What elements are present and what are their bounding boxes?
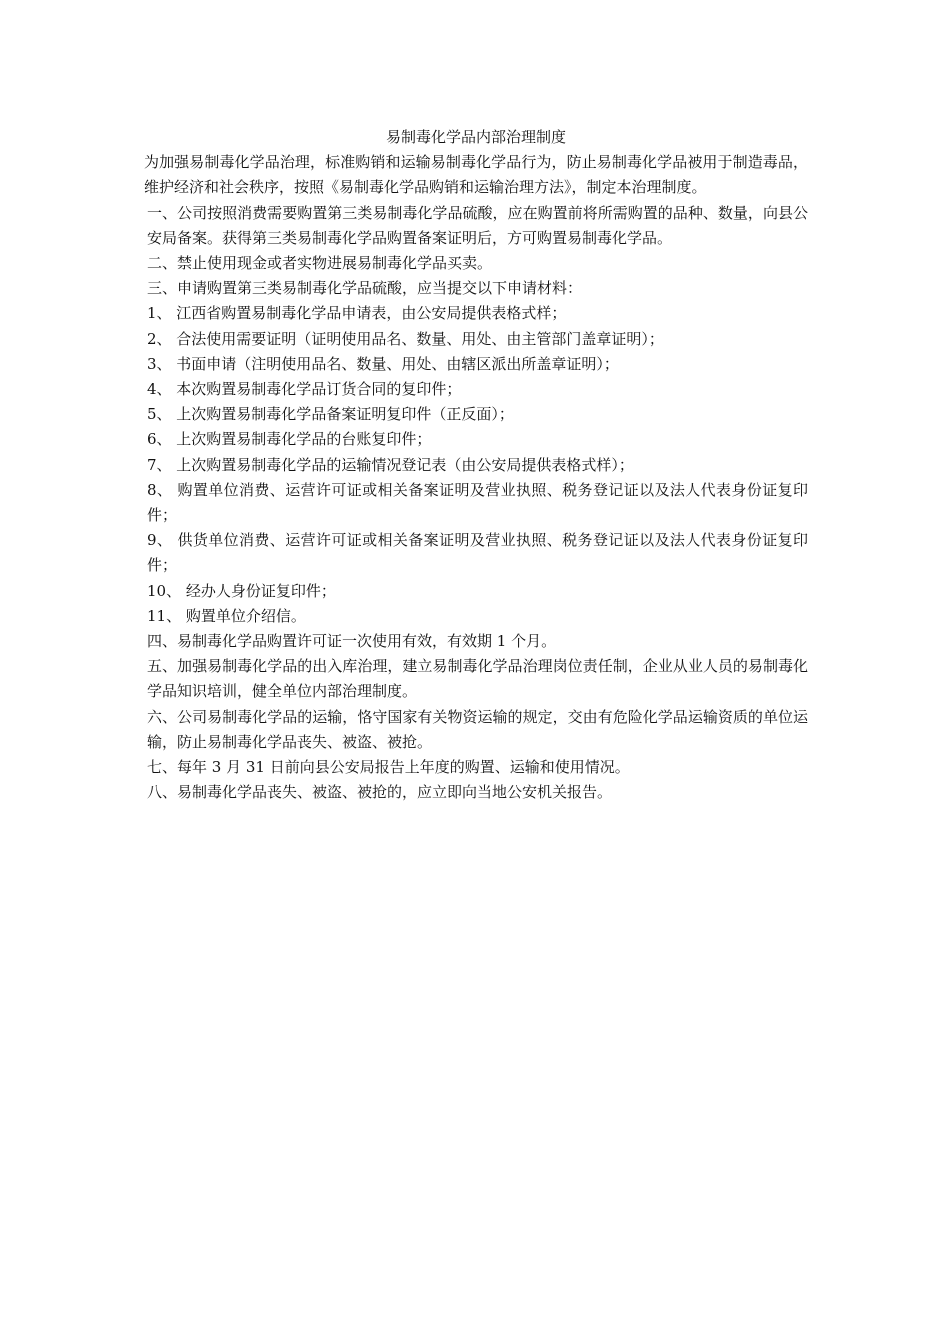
list-item-2: 2、 合法使用需要证明（证明使用品名、数量、用处、由主管部门盖章证明）； <box>147 329 664 348</box>
list-item-11: 11、 购置单位介绍信。 <box>147 606 306 625</box>
section-1-paragraph: 一、公司按照消费需要购置第三类易制毒化学品硫酸，应在购置前将所需购置的品种、数量，向县公安局备案。获得第三类易制毒化学品购置备案证明后，方可购置易制毒化学品。 <box>147 203 808 247</box>
list-item-1: 1、 江西省购置易制毒化学品申请表，由公安局提供表格式样； <box>147 304 567 323</box>
section-4-paragraph: 四、易制毒化学品购置许可证一次使用有效，有效期 1 个月。 <box>147 632 557 651</box>
list-item-5: 5、 上次购置易制毒化学品备案证明复印件（正反面）； <box>147 405 514 424</box>
list-item-3: 3、 书面申请（注明使用品名、数量、用处、由辖区派出所盖章证明）； <box>147 354 619 373</box>
list-item-10: 10、 经办人身份证复印件； <box>147 581 336 600</box>
document-body <box>144 125 808 805</box>
section-5-paragraph: 五、加强易制毒化学品的出入库治理，建立易制毒化学品治理岗位责任制，企业从业人员的易制毒化学品知识培训，健全单位内部治理制度。 <box>147 657 808 701</box>
document-title: 易制毒化学品内部治理制度 <box>385 128 566 146</box>
section-8-paragraph: 八、易制毒化学品丧失、被盗、被抢的，应立即向当地公安机关报告。 <box>147 783 613 802</box>
list-item-8: 8、 购置单位消费、运营许可证或相关备案证明及营业执照、税务登记证以及法人代表身份证复印件； <box>147 480 808 525</box>
list-item-7: 7、 上次购置易制毒化学品的运输情况登记表（由公安局提供表格式样）； <box>147 455 634 474</box>
list-item-4: 4、 本次购置易制毒化学品订货合同的复印件； <box>147 380 462 399</box>
list-item-6: 6、 上次购置易制毒化学品的台账复印件； <box>147 430 432 449</box>
list-item-9: 9、 供货单位消费、运营许可证或相关备案证明及营业执照、税务登记证以及法人代表身份证复印件； <box>147 531 808 575</box>
intro-paragraph: 为加强易制毒化学品治理，标准购销和运输易制毒化学品行为，防止易制毒化学品被用于制造毒品，维护经济和社会秩序，按照《易制毒化学品购销和运输治理方法》，制定本治理制度。 <box>144 153 808 197</box>
section-7-paragraph: 七、每年 3 月 31 日前向县公安局报告上年度的购置、运输和使用情况。 <box>147 758 630 777</box>
section-6-paragraph: 六、公司易制毒化学品的运输，恪守国家有关物资运输的规定，交由有危险化学品运输资质的单位运输，防止易制毒化学品丧失、被盗、被抢。 <box>147 707 808 751</box>
section-2-paragraph: 二、禁止使用现金或者实物进展易制毒化学品买卖。 <box>147 254 493 273</box>
section-3-paragraph: 三、申请购置第三类易制毒化学品硫酸，应当提交以下申请材料： <box>147 279 583 298</box>
